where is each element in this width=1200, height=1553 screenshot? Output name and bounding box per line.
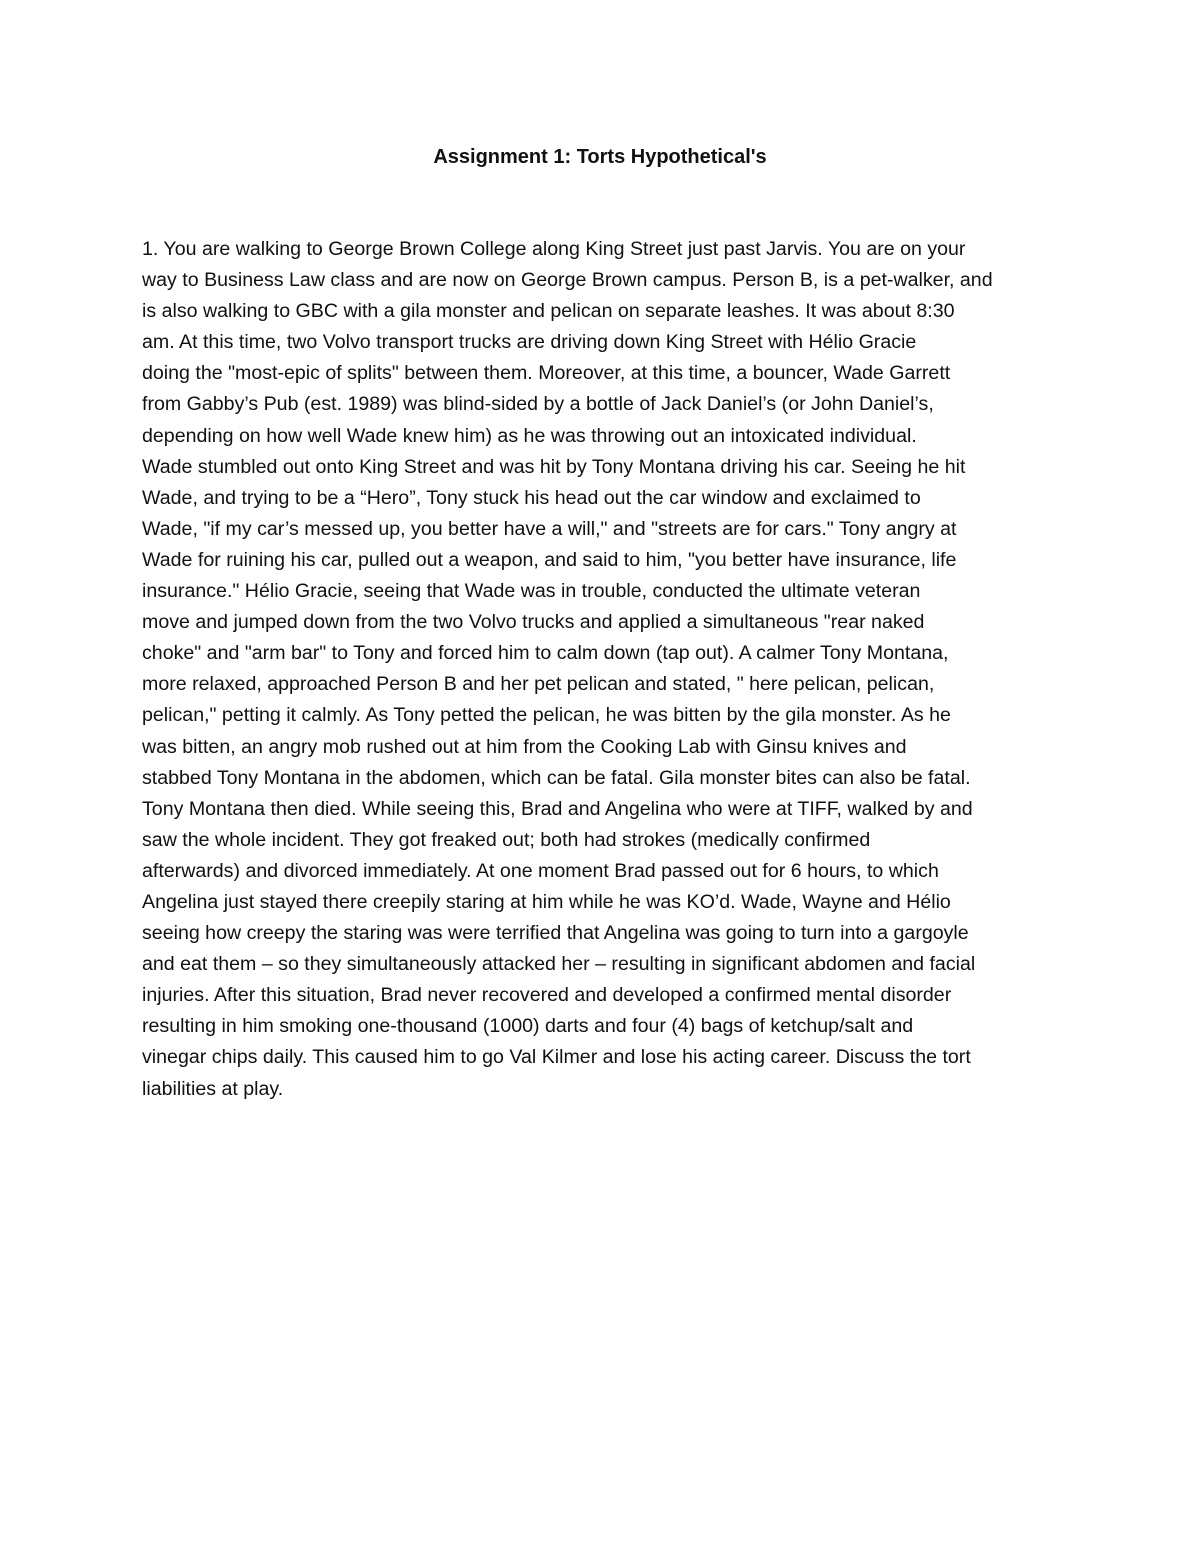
paragraph-line: way to Business Law class and are now on George Brown campus. Person B, is a pet-walker, and [142, 269, 993, 292]
paragraph-line: vinegar chips daily. This caused him to go Val Kilmer and lose his acting career. Discuss the tort [142, 1046, 971, 1069]
paragraph-line: saw the whole incident. They got freaked out; both had strokes (medically confirmed [142, 828, 871, 851]
paragraph-line: 1. You are walking to George Brown College along King Street just past Jarvis. You are on your [142, 238, 966, 260]
paragraph-line: pelican," petting it calmly. As Tony petted the pelican, he was bitten by the gila monster. As he [142, 704, 951, 727]
paragraph-line: was bitten, an angry mob rushed out at him from the Cooking Lab with Ginsu knives and [142, 735, 907, 758]
paragraph-line: from Gabby’s Pub (est. 1989) was blind-sided by a bottle of Jack Daniel’s (or John Daniel’s, [142, 393, 934, 416]
paragraph-line: seeing how creepy the staring was were terrified that Angelina was going to turn into a gargoyle [142, 922, 969, 945]
paragraph-line: insurance." Hélio Gracie, seeing that Wade was in trouble, conducted the ultimate veteran [142, 580, 921, 603]
paragraph-line: afterwards) and divorced immediately. At one moment Brad passed out for 6 hours, to which [142, 859, 939, 882]
paragraph-line: choke" and "arm bar" to Tony and forced him to calm down (tap out). A calmer Tony Montana, [142, 642, 949, 665]
paragraph-line: resulting in him smoking one-thousand (1000) darts and four (4) bags of ketchup/salt and [142, 1015, 914, 1038]
paragraph-line: stabbed Tony Montana in the abdomen, which can be fatal. Gila monster bites can also be fatal. [142, 766, 971, 789]
paragraph-line: depending on how well Wade knew him) as he was throwing out an intoxicated individual. [142, 424, 917, 447]
paragraph-line: Wade for ruining his car, pulled out a weapon, and said to him, "you better have insurance, life [142, 548, 957, 571]
paragraph-line: more relaxed, approached Person B and her pet pelican and stated, " here pelican, pelican, [142, 673, 935, 696]
paragraph-line: liabilities at play. [142, 1077, 284, 1100]
question-paragraph [142, 234, 1062, 1105]
paragraph-line: is also walking to GBC with a gila monster and pelican on separate leashes. It was about 8:30 [142, 300, 955, 323]
paragraph-line: Wade, and trying to be a “Hero”, Tony stuck his head out the car window and exclaimed to [142, 486, 921, 509]
paragraph-line: doing the "most-epic of splits" between them. Moreover, at this time, a bouncer, Wade Garrett [142, 362, 951, 385]
paragraph-line: Tony Montana then died. While seeing this, Brad and Angelina who were at TIFF, walked by and [142, 797, 973, 820]
paragraph-line: Angelina just stayed there creepily staring at him while he was KO’d. Wade, Wayne and Hélio [142, 890, 951, 913]
paragraph-line: Wade, "if my car’s messed up, you better have a will," and "streets are for cars." Tony angry at [142, 517, 957, 540]
paragraph-line: injuries. After this situation, Brad never recovered and developed a confirmed mental disorder [142, 984, 952, 1007]
paragraph-line: move and jumped down from the two Volvo trucks and applied a simultaneous "rear naked [142, 611, 925, 634]
paragraph-line: am. At this time, two Volvo transport trucks are driving down King Street with Hélio Gracie [142, 331, 917, 354]
paragraph-line: Wade stumbled out onto King Street and was hit by Tony Montana driving his car. Seeing he hit [142, 455, 966, 478]
assignment-title: Assignment 1: Torts Hypothetical's [433, 146, 767, 168]
paragraph-line: and eat them – so they simultaneously attacked her – resulting in significant abdomen and facial [142, 953, 976, 976]
